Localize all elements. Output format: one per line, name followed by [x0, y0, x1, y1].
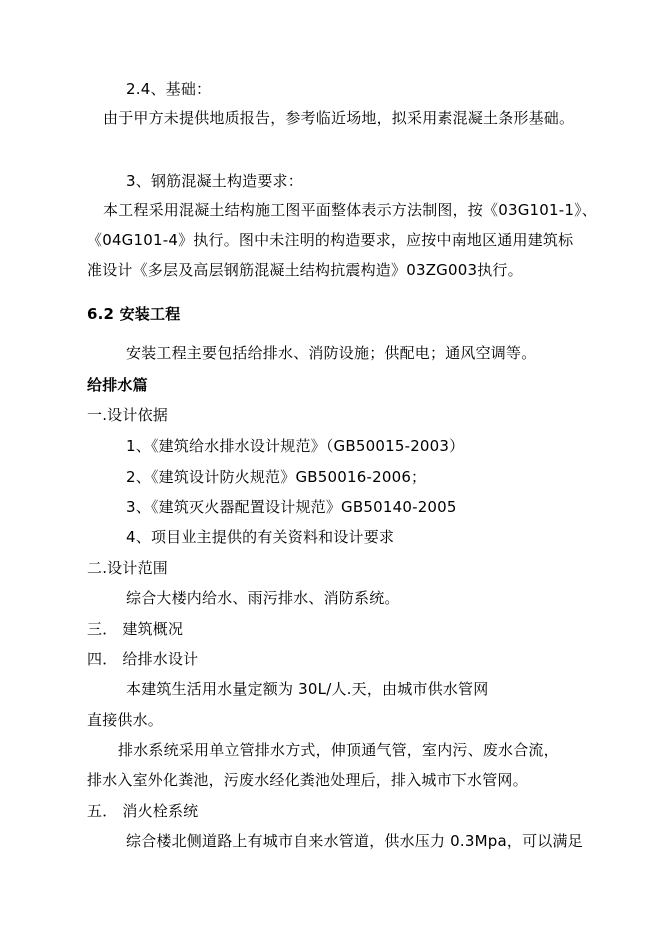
paragraph-line: 排水系统采用单立管排水方式，伸顶通气管，室内污、废水合流，: [118, 741, 559, 759]
paragraph-line: 由于甲方未提供地质报告，参考临近场地，拟采用素混凝土条形基础。: [103, 109, 575, 127]
section-6-2-heading: 6.2 安装工程: [87, 305, 181, 323]
subsection-heading: 五． 消火栓系统: [87, 802, 199, 820]
paragraph-line: 《04G101-4》执行。图中未注明的构造要求，应按中南地区通用建筑标: [87, 231, 574, 249]
paragraph-line: 排水入室外化粪池，污废水经化粪池处理后，排入城市下水管网。: [87, 771, 528, 789]
subsection-heading: 一.设计依据: [87, 406, 168, 424]
subsection-heading: 三． 建筑概况: [87, 620, 184, 638]
paragraph-line: 综合楼北侧道路上有城市自来水管道，供水压力 0.3Mpa，可以满足: [126, 832, 583, 850]
paragraph-line: 准设计《多层及高层钢筋混凝土结构抗震构造》03ZG003执行。: [87, 261, 523, 279]
paragraph-line: 安装工程主要包括给排水、消防设施；供配电；通风空调等。: [126, 344, 537, 362]
section-3-heading: 3、钢筋混凝土构造要求：: [126, 172, 303, 190]
paragraph-line: 本建筑生活用水量定额为 30L/人.天，由城市供水管网: [126, 680, 489, 698]
subsection-heading: 二.设计范围: [87, 559, 168, 577]
water-section-heading: 给排水篇: [87, 376, 148, 394]
list-item: 4、项目业主提供的有关资料和设计要求: [126, 528, 395, 546]
section-2-4-heading: 2.4、基础：: [126, 80, 212, 98]
subsection-heading: 四． 给排水设计: [87, 650, 199, 668]
paragraph-line: 本工程采用混凝土结构施工图平面整体表示方法制图，按《03G101-1》、: [103, 201, 597, 219]
list-item: 2、《建筑设计防火规范》GB50016-2006；: [126, 468, 427, 486]
list-item: 3、《建筑灭火器配置设计规范》GB50140-2005: [126, 498, 457, 516]
paragraph-line: 综合大楼内给水、雨污排水、消防系统。: [126, 589, 400, 607]
paragraph-line: 直接供水。: [87, 711, 164, 729]
list-item: 1、《建筑给水排水设计规范》（GB50015-2003）: [126, 437, 465, 455]
